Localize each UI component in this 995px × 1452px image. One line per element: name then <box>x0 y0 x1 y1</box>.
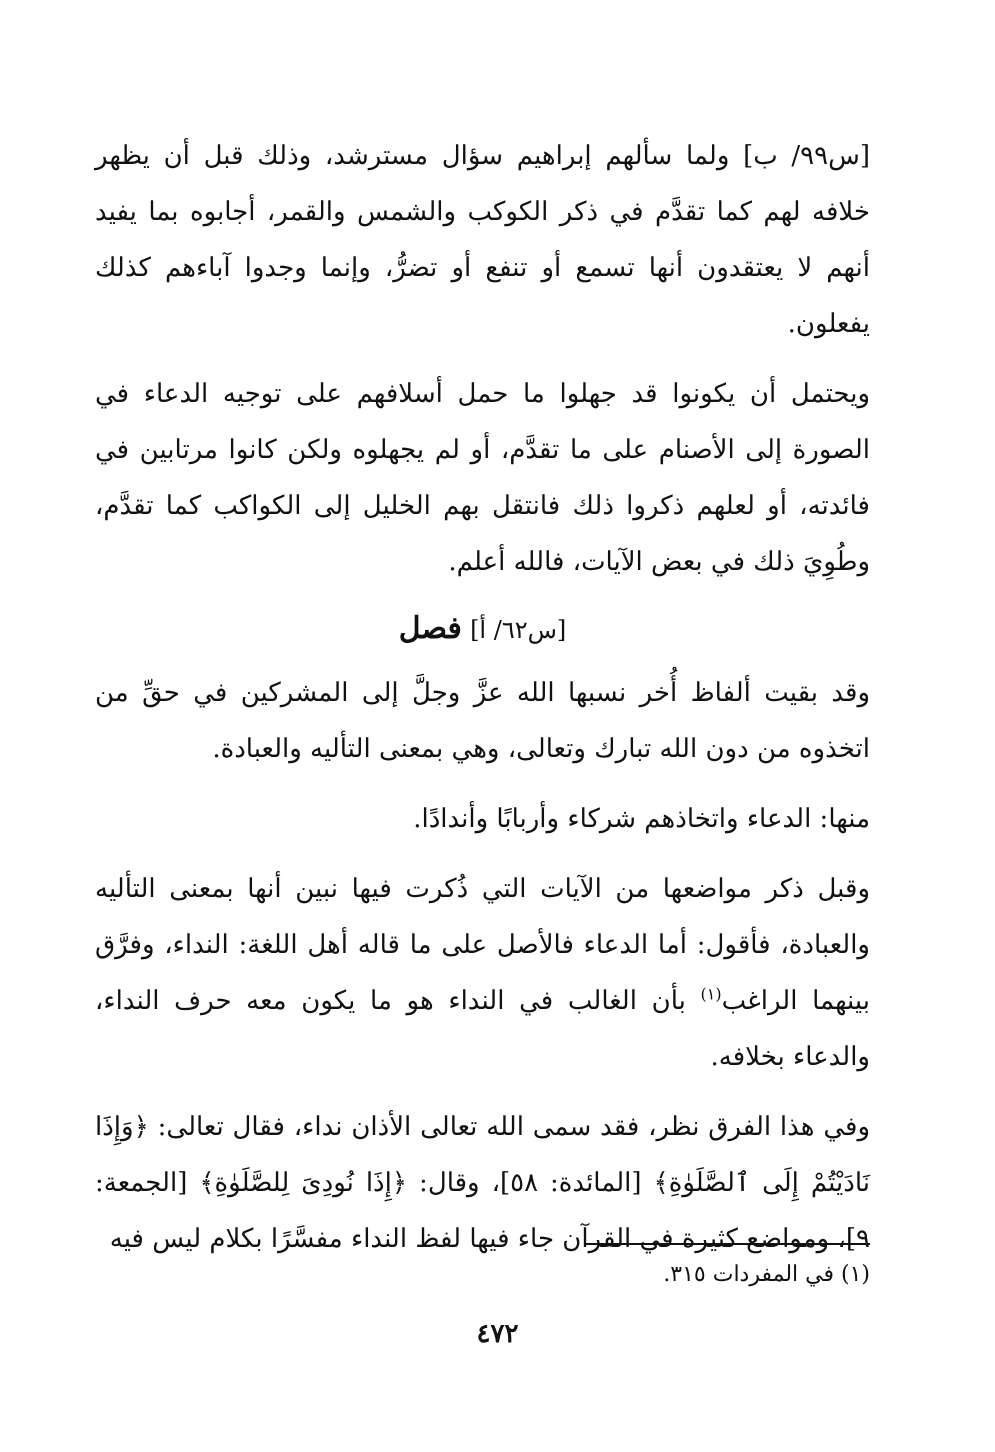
paragraph-5 <box>95 861 870 1085</box>
footnote-divider <box>585 1243 870 1245</box>
page-body <box>95 128 870 1281</box>
footnote-marker: (١) <box>700 984 722 1004</box>
section-manuscript-ref: [س٦٢/ أ] <box>470 616 567 644</box>
paragraph-6: وفي هذا الفرق نظر، فقد سمى الله تعالى الأذان نداء، فقال تعالى: ﴿وَإِذَا نَادَيْتُمْ إِلَى ٱلصَّلَوٰةِ﴾ [المائدة: ٥٨]، وقال: ﴿إِذَا نُودِىَ لِلصَّلَوٰةِ﴾ [الجمعة: ٩]، ومواضع كثيرة في القرآن جاء فيها لفظ النداء مفسَّرًا بكلام ليس فيه <box>95 1112 870 1254</box>
paragraph-3: وقد بقيت ألفاظ أُخر نسبها الله عزَّ وجلَّ إلى المشركين في حقِّ من اتخذوه من دون الله تبارك وتعالى، وهي بمعنى التأليه والعبادة. <box>95 678 870 764</box>
section-heading <box>95 604 870 655</box>
footnote-text: (١) في المفردات ٣١٥. <box>663 1262 870 1287</box>
paragraph-5-text-after: بأن الغالب في النداء هو ما يكون معه حرف النداء، والدعاء بخلافه. <box>95 986 870 1072</box>
paragraph-4: منها: الدعاء واتخاذهم شركاء وأربابًا وأندادًا. <box>413 804 870 834</box>
page-number: ٤٧٢ <box>476 1319 519 1349</box>
paragraph-2: ويحتمل أن يكونوا قد جهلوا ما حمل أسلافهم على توجيه الدعاء في الصورة إلى الأصنام على ما تقدَّم، أو لم يجهلوه ولكن كانوا مرتابين في فائدته، أو لعلهم ذكروا ذلك فانتقل بهم الخليل إلى الكواكب كما تقدَّم، وطُوِيَ ذلك في بعض الآيات، فالله أعلم. <box>95 379 871 577</box>
paragraph-5-text-before: وقبل ذكر مواضعها من الآيات التي ذُكرت فيها نبين أنها بمعنى التأليه والعبادة، فأقول: أما الدعاء فالأصل على ما قاله أهل اللغة: النداء، وفرَّق بينهما الراغب <box>95 874 870 1016</box>
section-title: فصل <box>398 611 462 646</box>
paragraph-1: [س٩٩/ ب] ولما سألهم إبراهيم سؤال مسترشد، وذلك قبل أن يظهر خلافه لهم كما تقدَّم في ذكر الكوكب والشمس والقمر، أجابوه بما يفيد أنهم لا يعتقدون أنها تسمع أو تنفع أو تضرُّ، وإنما وجدوا آباءهم كذلك يفعلون. <box>95 141 870 339</box>
